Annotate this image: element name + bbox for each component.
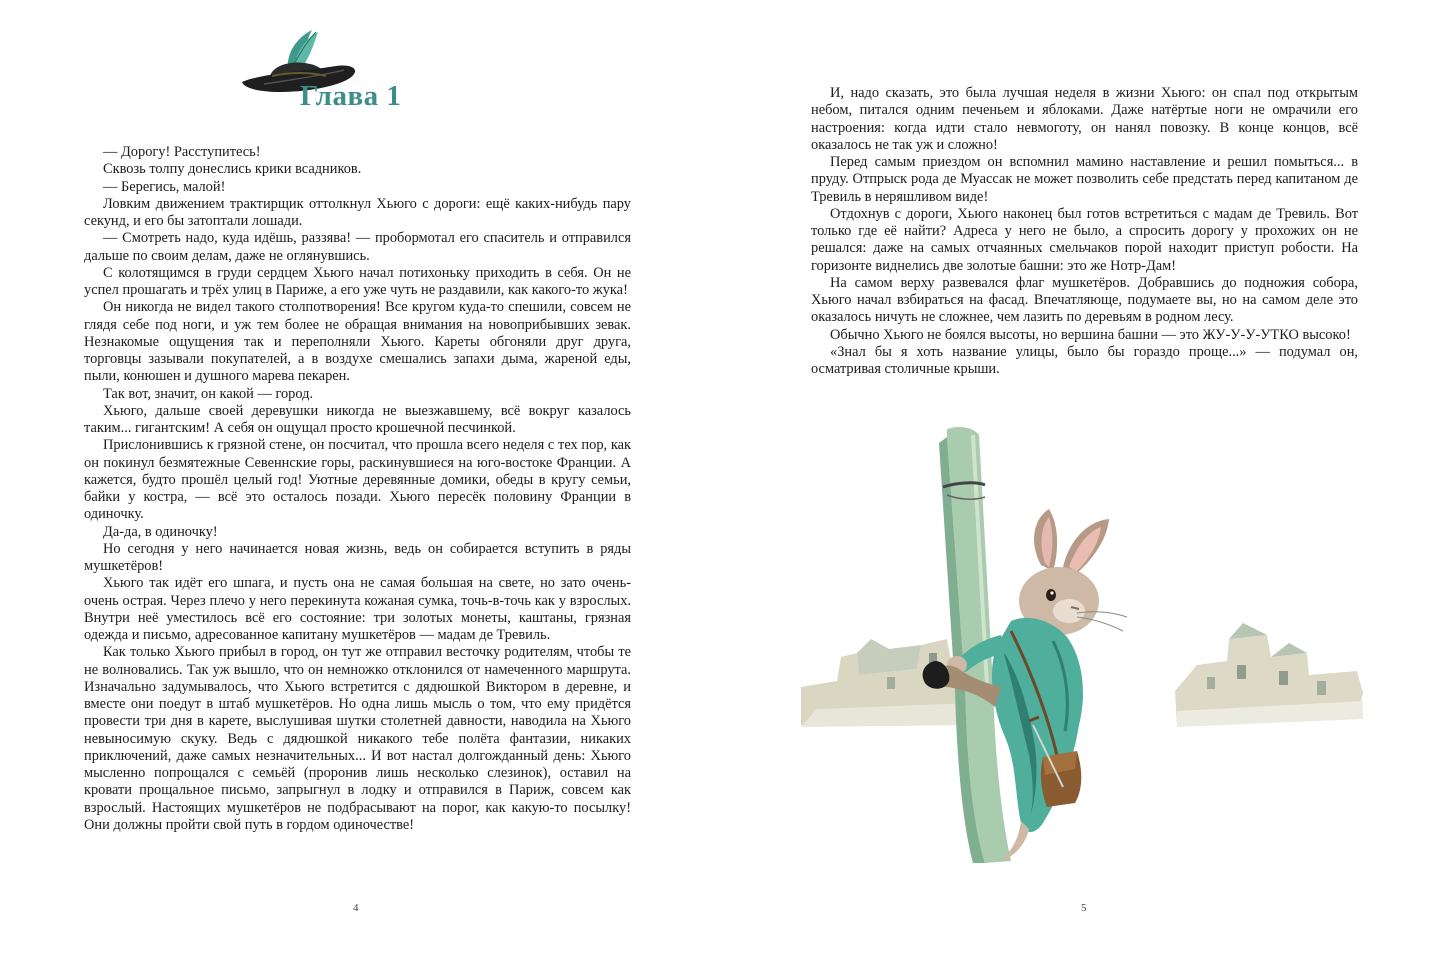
- paragraph: — Дорогу! Расступитесь!: [103, 144, 261, 160]
- paragraph: Но сегодня у него начинается новая жизнь, ведь он собирается вступить в ряды мушкетёров!: [84, 540, 631, 574]
- paragraph: Да-да, в одиночку!: [103, 523, 218, 540]
- paragraph: Он никогда не видел такого столпотворения! Все кругом куда-то спешили, совсем не глядя себе под ноги, и уж тем более не обращая внимания на новоприбывших зевак. Незнакомые ощущения так и переполняли Хьюго. Кареты обгоняли друг друга, торговцы зазывали покупателей, а в воздухе смешались запахи дыма, жареной еды, пыли, конюшен и душного марева пекарен.: [84, 299, 631, 385]
- paragraph: Так вот, значит, он какой — город.: [103, 385, 314, 402]
- right-page-text: [811, 85, 1358, 378]
- paragraph: — Смотреть надо, куда идёшь, раззява! — пробормотал его спаситель и отправился дальше по своим делам, даже не оглянувшись.: [84, 230, 631, 264]
- right-page: [722, 0, 1445, 960]
- paragraph: И, надо сказать, это была лучшая неделя в жизни Хьюго: он спал под открытым небом, питался одним печеньем и яблоками. Даже натёртые ноги не омрачили его настроения: когда идти стало невмоготу, он нанял повозку. В конце концов, всё оказалось не так уж и сложно!: [811, 85, 1358, 153]
- paragraph: — Берегись, малой!: [103, 178, 226, 195]
- paragraph: На самом верху развевался флаг мушкетёров. Добравшись до подножия собора, Хьюго начал взбираться на фасад. Впечатляюще, подумаете вы, но на самом деле это оказалось ничуть не сложнее, чем лазить по деревьям в родном лесу.: [811, 274, 1358, 326]
- paragraph: Отдохнув с дороги, Хьюго наконец был готов встретиться с мадам де Тревиль. Вот только где её найти? Адреса у него не было, а спросить дорогу у прохожих он не решался: даже на самых отчаянных смельчаков порой находит приступ робости. На горизонте виднелись две золотые башни: это же Нотр-Дам!: [811, 205, 1358, 274]
- paragraph: С колотящимся в груди сердцем Хьюго начал потихоньку приходить в себя. Он не успел прошагать и трёх улиц в Париже, а его уже чуть не раздавили, как какого-то жука!: [84, 264, 631, 298]
- paragraph: Обычно Хьюго не боялся высоты, но вершина башни — это ЖУ-У-У-УТКО высоко!: [830, 326, 1351, 343]
- paragraph: Перед самым приездом он вспомнил мамино наставление и решил помыться... в пруду. Отпрыск рода де Муассак не может позволить себе предстать перед капитаном де Тревиль в неряшливом виде!: [811, 154, 1358, 205]
- paragraph: Хьюго, дальше своей деревушки никогда не выезжавшему, всё вокруг казалось таким... гигантским! А себя он ощущал просто крошечной песчинкой.: [84, 402, 631, 436]
- chapter-title: Глава 1: [300, 80, 402, 112]
- paragraph: Хьюго так идёт его шпага, и пусть она не самая большая на свете, но зато очень-очень острая. Через плечо у него перекинута кожаная сумка, точь-в-точь как у взрослых. Внутри неё уместилось всё его состояние: три золотых монеты, каштаны, грязная одежда и письмо, адресованное капитану мушкетёров — мадам де Тревиль.: [84, 575, 631, 643]
- page-number: 5: [1081, 902, 1087, 914]
- rabbit-climbing-illustration: [797, 425, 1377, 865]
- left-page: [0, 0, 722, 960]
- page-number: 4: [353, 902, 359, 914]
- left-page-text: [84, 144, 631, 834]
- paragraph: Сквозь толпу донеслись крики всадников.: [103, 161, 362, 178]
- paragraph: «Знал бы я хоть название улицы, было бы гораздо проще...» — подумал он, осматривая столичные крыши.: [811, 343, 1358, 377]
- rooftops-icon: [801, 623, 1363, 727]
- paragraph: Ловким движением трактирщик оттолкнул Хьюго с дороги: ещё каких-нибудь пару секунд, и его бы затоптали лошади.: [84, 195, 631, 229]
- paragraph: Прислонившись к грязной стене, он посчитал, что прошла всего неделя с тех пор, как он покинул безмятежные Севеннские горы, раскинувшиеся на юго-востоке Франции. А кажется, будто прошёл целый год! Уютные деревянные домики, обеды в кругу семьи, байки у костра, — всё это осталось позади. Хьюго пересёк половину Франции в одиночку.: [84, 437, 631, 523]
- paragraph: Как только Хьюго прибыл в город, он тут же отправил весточку родителям, чтобы те не волновались. Так уж вышло, что он немножко отклонился от намеченного маршрута. Изначально задумывалось, что Хьюго встретится с дядюшкой Виктором в деревне, и вместе они поедут в штаб мушкетёров. Но одна лишь мысль о том, что ему придётся провести три дня в карете, выслушивая шутки столетней давности, наводила на Хьюго невыносимую скуку. Ведь с дядюшкой никакого тебе полёта фантазии, никаких приключений, даже самых незначительных... И вот настал долгожданный день: Хьюго мысленно попрощался с семьёй (проронив лишь несколько слезинок), оставил на кровати прощальное письмо, запрыгнул в лодку и отправился в Париж, совсем как взрослый. Настоящих мушкетёров не подбрасывают на порог, как какую-то посылку! Они должны пройти свой путь в гордом одиночестве!: [84, 644, 631, 833]
